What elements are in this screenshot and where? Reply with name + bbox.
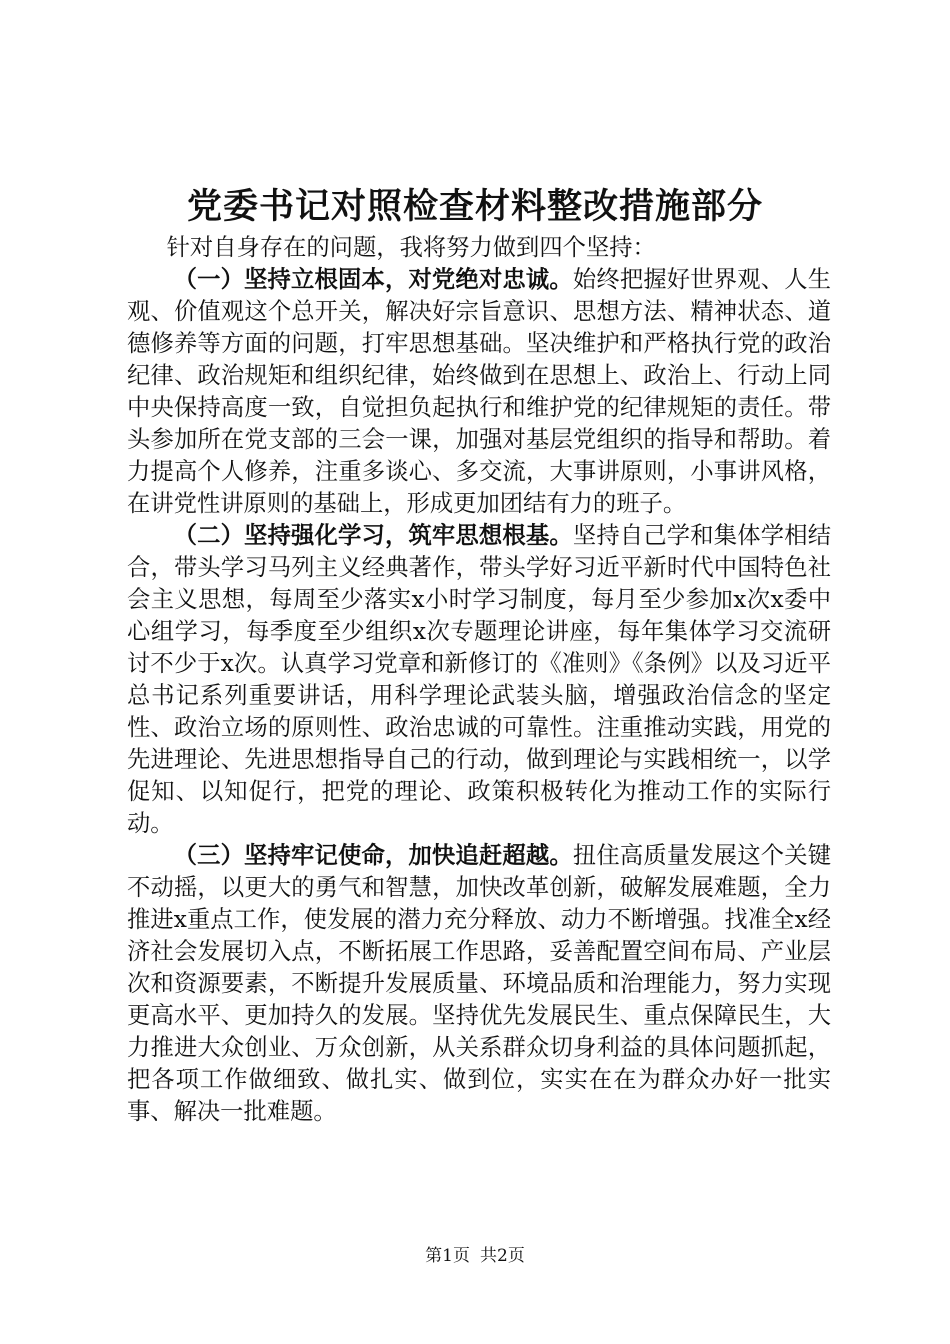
intro-paragraph: 针对自身存在的问题，我将努力做到四个坚持：	[166, 234, 656, 261]
document-body	[127, 232, 831, 1128]
section-heading-2: （二）坚持强化学习，筑牢思想根基。	[173, 522, 573, 549]
page-number: 第1页	[425, 1246, 470, 1266]
section-heading-1: （一）坚持立根固本，对党绝对忠诚。	[173, 266, 573, 293]
page-total: 共2页	[480, 1246, 525, 1266]
section-heading-3: （三）坚持牢记使命，加快追赶超越。	[173, 842, 573, 869]
section-text-1: 始终把握好世界观、人生观、价值观这个总开关，解决好宗旨意识、思想方法、精神状态、道德修养等方面的问题，打牢思想基础。坚决维护和严格执行党的政治纪律、政治规矩和组织纪律，始终做到在思想上、政治上、行动上同中央保持高度一致，自觉担负起执行和维护党的纪律规矩的责任。带头参加所在党支部的三会一课，加强对基层党组织的指导和帮助。着力提高个人修养，注重多谈心、多交流，大事讲原则，小事讲风格，在讲党性讲原则的基础上，形成更加团结有力的班子。	[127, 266, 832, 517]
section-text-3: 扭住高质量发展这个关键不动摇，以更大的勇气和智慧，加快改革创新，破解发展难题，全力推进x重点工作，使发展的潜力充分释放、动力不断增强。找准全x经济社会发展切入点，不断拓展工作思路，妥善配置空间布局、产业层次和资源要素，不断提升发展质量、环境品质和治理能力，努力实现更高水平、更加持久的发展。坚持优先发展民生、重点保障民生，大力推进大众创业、万众创新，从关系群众切身利益的具体问题抓起，把各项工作做细致、做扎实、做到位，实实在在为群众办好一批实事、解决一批难题。	[127, 842, 832, 1125]
section-text-2: 坚持自己学和集体学相结合，带头学习马列主义经典著作，带头学好习近平新时代中国特色社会主义思想，每周至少落实x小时学习制度，每月至少参加x次x委中心组学习，每季度至少组织x次专题理论讲座，每年集体学习交流研讨不少于x次。认真学习党章和新修订的《准则》《条例》以及习近平总书记系列重要讲话，用科学理论武装头脑，增强政治信念的坚定性、政治立场的原则性、政治忠诚的可靠性。注重推动实践，用党的先进理论、先进思想指导自己的行动，做到理论与实践相统一，以学促知、以知促行，把党的理论、政策积极转化为推动工作的实际行动。	[127, 522, 832, 837]
document-title: 党委书记对照检查材料整改措施部分	[186, 186, 763, 227]
section-paragraph-3	[127, 840, 831, 1128]
section-paragraph-2	[127, 520, 831, 840]
page-footer	[0, 1244, 950, 1268]
section-paragraph-1	[127, 264, 831, 520]
